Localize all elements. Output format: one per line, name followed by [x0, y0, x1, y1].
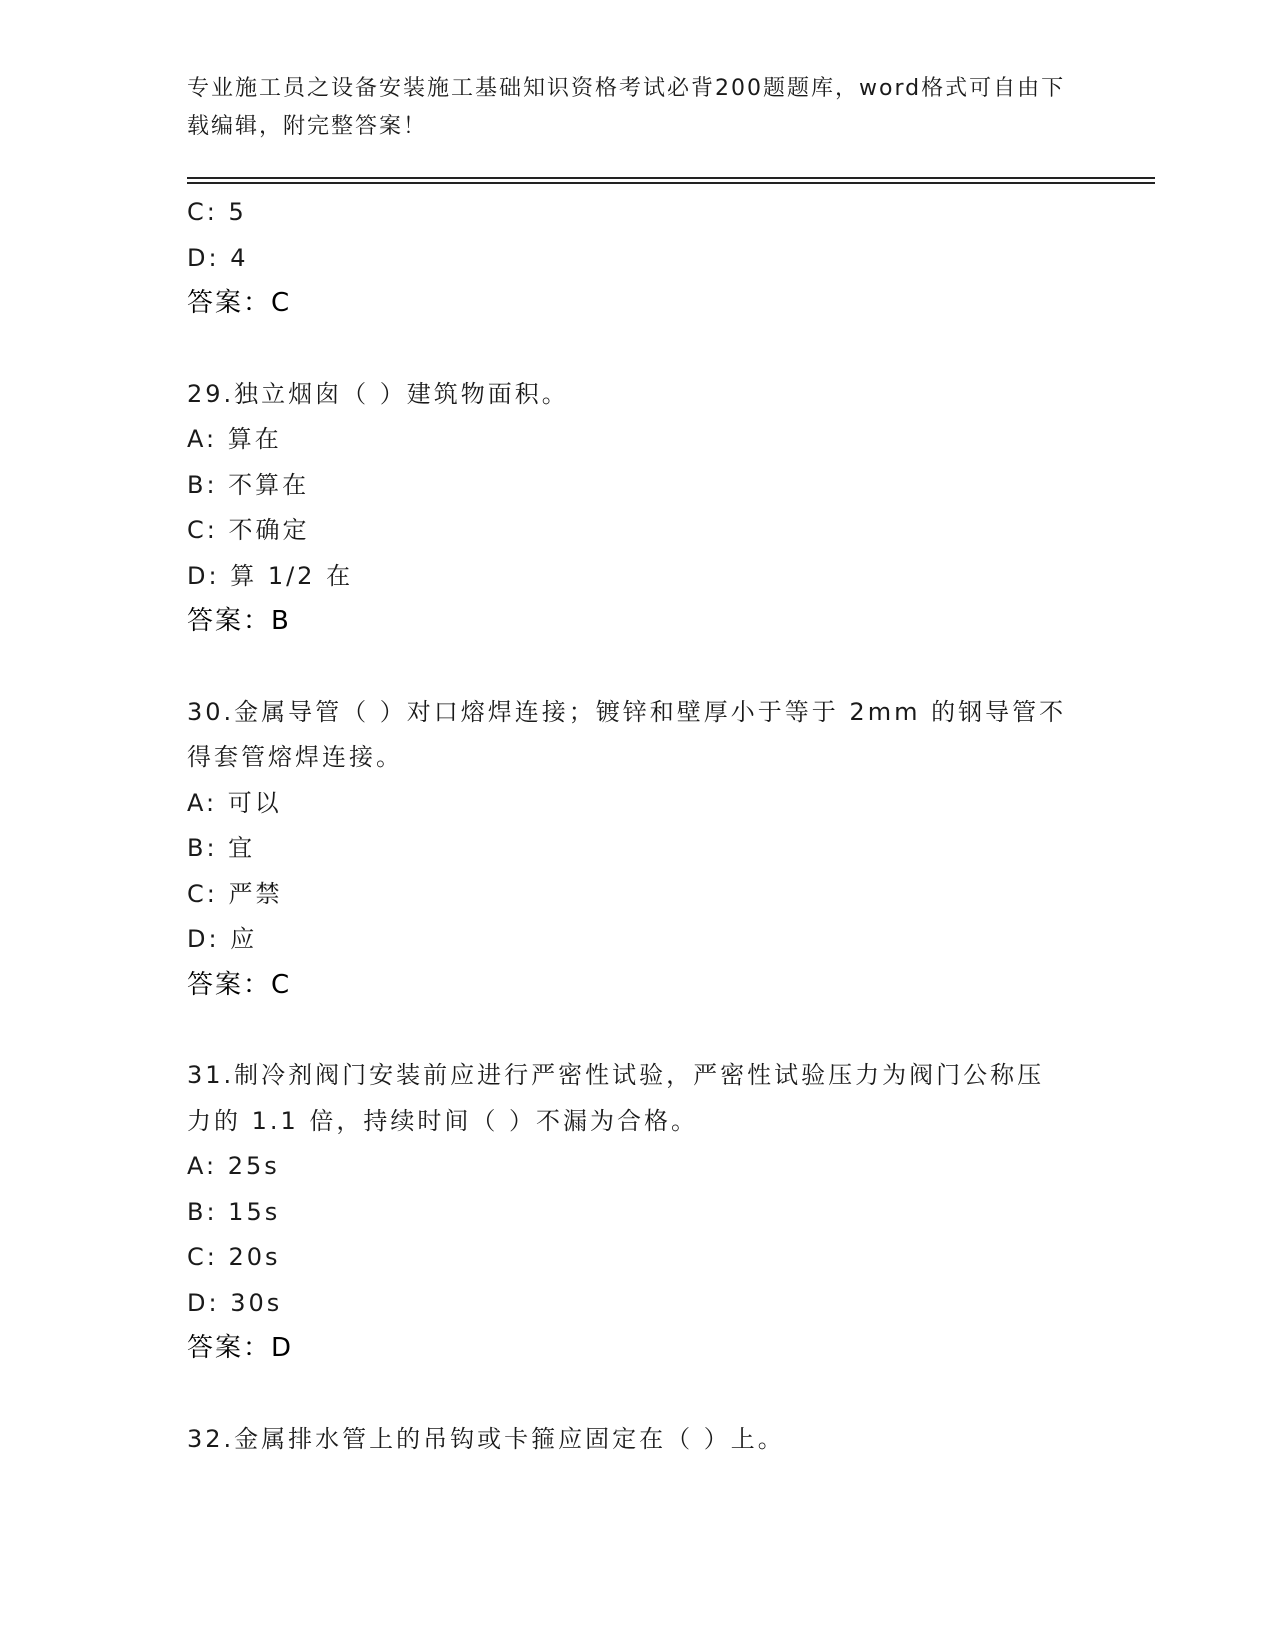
question-content: [187, 190, 1087, 1462]
question-block-31: [187, 1053, 1087, 1372]
option-c: C: 20s: [187, 1243, 281, 1271]
question-stem: 29.独立烟囱（ ）建筑物面积。: [187, 379, 569, 408]
option-a: A: 25s: [187, 1152, 280, 1180]
option-c: C: 严禁: [187, 879, 283, 908]
option-a: A: 算在: [187, 425, 282, 453]
option-d: D: 应: [187, 925, 258, 953]
option-c: C: 不确定: [187, 516, 310, 544]
option-b: B: 不算在: [187, 470, 310, 499]
option-b: B: 15s: [187, 1197, 281, 1226]
option-d: D: 30s: [187, 1288, 283, 1317]
header-divider-bottom: [187, 182, 1155, 184]
question-stem: 31.制冷剂阀门安装前应进行严密性试验，严密性试验压力为阀门公称压力的 1.1 倍，持续时间（ ）不漏为合格。: [187, 1061, 1045, 1135]
answer-label: 答案：C: [187, 969, 292, 1000]
option-d: D: 4: [187, 243, 249, 272]
option-c: C: 5: [187, 198, 247, 226]
question-stem: 32.金属排水管上的吊钩或卡箍应固定在（ ）上。: [187, 1424, 785, 1453]
option-d: D: 算 1/2 在: [187, 561, 354, 590]
option-a: A: 可以: [187, 788, 282, 817]
spacer: [187, 1372, 1087, 1417]
question-block-30: [187, 690, 1087, 1009]
question-block-29: [187, 372, 1087, 645]
answer-label: 答案：C: [187, 288, 292, 318]
answer-label: 答案：B: [187, 606, 291, 636]
spacer: [187, 645, 1087, 690]
header-divider-top: [187, 177, 1155, 179]
answer-label: 答案：D: [187, 1333, 294, 1363]
option-b: B: 宜: [187, 834, 256, 862]
question-block-partial: [187, 190, 1087, 327]
document-header: 专业施工员之设备安装施工基础知识资格考试必背200题题库，word格式可自由下载编辑，附完整答案！: [187, 76, 1066, 139]
spacer: [187, 327, 1087, 372]
question-block-32: [187, 1417, 1087, 1463]
question-stem: 30.金属导管（ ）对口熔焊连接；镀锌和壁厚小于等于 2mm 的钢导管不得套管熔焊连接。: [187, 697, 1067, 771]
spacer: [187, 1008, 1087, 1053]
